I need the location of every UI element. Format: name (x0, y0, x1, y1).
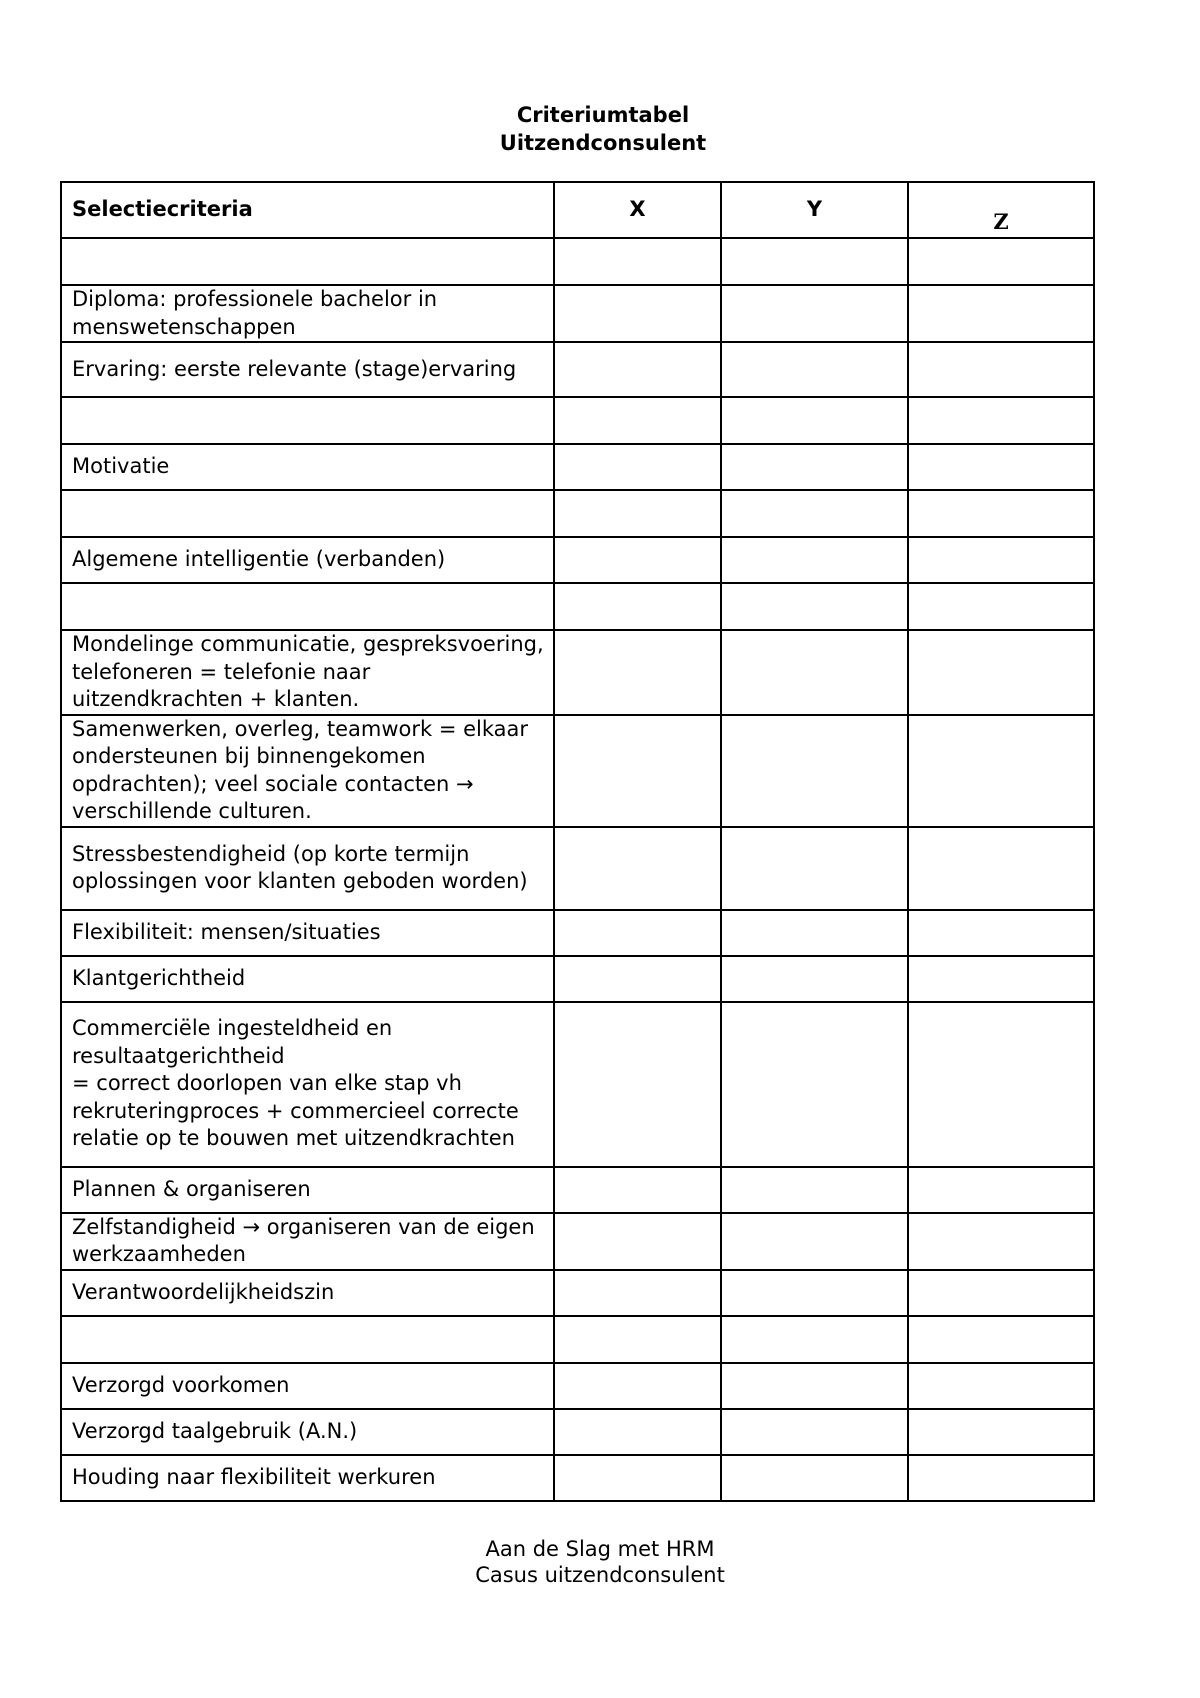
criterion-label: Flexibiliteit: mensen/situaties (61, 910, 554, 956)
score-cell-z[interactable] (908, 285, 1094, 342)
score-cell-z[interactable] (908, 1409, 1094, 1455)
criterion-label: Verzorgd taalgebruik (A.N.) (61, 1409, 554, 1455)
table-row (61, 1213, 1094, 1270)
table-row (61, 910, 1094, 956)
criterion-label: Diploma: professionele bachelor in menswetenschappen (61, 285, 554, 342)
score-cell-x[interactable] (554, 444, 721, 490)
score-cell-x[interactable] (554, 490, 721, 537)
table-row (61, 397, 1094, 444)
table-row (61, 1270, 1094, 1316)
score-cell-x[interactable] (554, 910, 721, 956)
header-row (61, 182, 1094, 238)
score-cell-x[interactable] (554, 1363, 721, 1409)
document-footer (0, 1536, 1200, 1588)
score-cell-y[interactable] (721, 1213, 908, 1270)
criterion-label: Commerciële ingesteldheid en resultaatgerichtheid = correct doorlopen van elke stap vh rekruteringproces + commercieel correcte relatie op te bouwen met uitzendkrachten (61, 1002, 554, 1167)
score-cell-z[interactable] (908, 1002, 1094, 1167)
score-cell-z[interactable] (908, 1316, 1094, 1363)
score-cell-y[interactable] (721, 956, 908, 1002)
table-row (61, 1409, 1094, 1455)
criterion-label: Algemene intelligentie (verbanden) (61, 537, 554, 583)
table-row (61, 490, 1094, 537)
score-cell-x[interactable] (554, 715, 721, 827)
table-row (61, 956, 1094, 1002)
table-row (61, 630, 1094, 715)
score-cell-x[interactable] (554, 1167, 721, 1213)
score-cell-y[interactable] (721, 1316, 908, 1363)
score-cell-z[interactable] (908, 1213, 1094, 1270)
title-line-1: Criteriumtabel (516, 103, 690, 127)
score-cell-y[interactable] (721, 342, 908, 397)
score-cell-z[interactable] (908, 537, 1094, 583)
criterion-label (61, 583, 554, 630)
score-cell-x[interactable] (554, 537, 721, 583)
score-cell-x[interactable] (554, 397, 721, 444)
score-cell-y[interactable] (721, 238, 908, 285)
score-cell-y[interactable] (721, 910, 908, 956)
score-cell-y[interactable] (721, 397, 908, 444)
score-cell-x[interactable] (554, 583, 721, 630)
score-cell-y[interactable] (721, 1270, 908, 1316)
score-cell-x[interactable] (554, 285, 721, 342)
score-cell-x[interactable] (554, 1409, 721, 1455)
score-cell-z[interactable] (908, 583, 1094, 630)
criterion-label: Mondelinge communicatie, gespreksvoering, telefoneren = telefonie naar uitzendkrachten + klanten. (61, 630, 554, 715)
footer-line-2: Casus uitzendconsulent (475, 1563, 725, 1587)
score-cell-z[interactable] (908, 238, 1094, 285)
score-cell-z[interactable] (908, 1363, 1094, 1409)
score-cell-x[interactable] (554, 827, 721, 910)
criterion-label: Verantwoordelijkheidszin (61, 1270, 554, 1316)
table-row (61, 827, 1094, 910)
score-cell-y[interactable] (721, 715, 908, 827)
score-cell-y[interactable] (721, 537, 908, 583)
criteria-table (60, 181, 1095, 1502)
score-cell-y[interactable] (721, 444, 908, 490)
score-cell-x[interactable] (554, 342, 721, 397)
table-row (61, 342, 1094, 397)
score-cell-x[interactable] (554, 1270, 721, 1316)
criterion-label (61, 397, 554, 444)
score-cell-x[interactable] (554, 630, 721, 715)
table-row (61, 1455, 1094, 1501)
score-cell-y[interactable] (721, 490, 908, 537)
score-cell-x[interactable] (554, 1455, 721, 1501)
score-cell-y[interactable] (721, 1002, 908, 1167)
score-cell-y[interactable] (721, 1167, 908, 1213)
score-cell-z[interactable] (908, 827, 1094, 910)
table-row (61, 285, 1094, 342)
score-cell-x[interactable] (554, 1002, 721, 1167)
table-row (61, 715, 1094, 827)
table-row (61, 537, 1094, 583)
score-cell-z[interactable] (908, 715, 1094, 827)
table-row (61, 583, 1094, 630)
header-candidate-y: Y (721, 182, 908, 238)
table-row (61, 238, 1094, 285)
score-cell-z[interactable] (908, 397, 1094, 444)
table-row (61, 1167, 1094, 1213)
footer-line-1: Aan de Slag met HRM (485, 1537, 715, 1561)
criterion-label: Ervaring: eerste relevante (stage)ervaring (61, 342, 554, 397)
score-cell-y[interactable] (721, 583, 908, 630)
criterion-label: Zelfstandigheid → organiseren van de eigen werkzaamheden (61, 1213, 554, 1270)
document-title (0, 101, 1200, 157)
score-cell-x[interactable] (554, 956, 721, 1002)
score-cell-x[interactable] (554, 238, 721, 285)
criterion-label: Houding naar flexibiliteit werkuren (61, 1455, 554, 1501)
score-cell-z[interactable] (908, 342, 1094, 397)
criterion-label (61, 238, 554, 285)
header-candidate-z: Z (908, 182, 1094, 238)
table-row (61, 1316, 1094, 1363)
score-cell-y[interactable] (721, 827, 908, 910)
criterion-label: Verzorgd voorkomen (61, 1363, 554, 1409)
table-row (61, 1363, 1094, 1409)
score-cell-z[interactable] (908, 444, 1094, 490)
criterion-label: Plannen & organiseren (61, 1167, 554, 1213)
criterion-label: Stressbestendigheid (op korte termijn oplossingen voor klanten geboden worden) (61, 827, 554, 910)
score-cell-z[interactable] (908, 490, 1094, 537)
score-cell-z[interactable] (908, 956, 1094, 1002)
table-row (61, 444, 1094, 490)
score-cell-y[interactable] (721, 1409, 908, 1455)
score-cell-z[interactable] (908, 1270, 1094, 1316)
score-cell-y[interactable] (721, 1363, 908, 1409)
score-cell-y[interactable] (721, 285, 908, 342)
criterion-label: Klantgerichtheid (61, 956, 554, 1002)
criterion-label: Samenwerken, overleg, teamwork = elkaar ondersteunen bij binnengekomen opdrachten); veel sociale contacten → verschillende culturen. (61, 715, 554, 827)
table-row (61, 1002, 1094, 1167)
header-candidate-x: X (554, 182, 721, 238)
score-cell-y[interactable] (721, 1455, 908, 1501)
criterion-label (61, 1316, 554, 1363)
criterion-label (61, 490, 554, 537)
score-cell-z[interactable] (908, 630, 1094, 715)
score-cell-x[interactable] (554, 1316, 721, 1363)
score-cell-y[interactable] (721, 630, 908, 715)
criterion-label: Motivatie (61, 444, 554, 490)
score-cell-z[interactable] (908, 910, 1094, 956)
header-selectiecriteria: Selectiecriteria (61, 182, 554, 238)
score-cell-z[interactable] (908, 1167, 1094, 1213)
title-line-2: Uitzendconsulent (499, 131, 707, 155)
score-cell-x[interactable] (554, 1213, 721, 1270)
score-cell-z[interactable] (908, 1455, 1094, 1501)
